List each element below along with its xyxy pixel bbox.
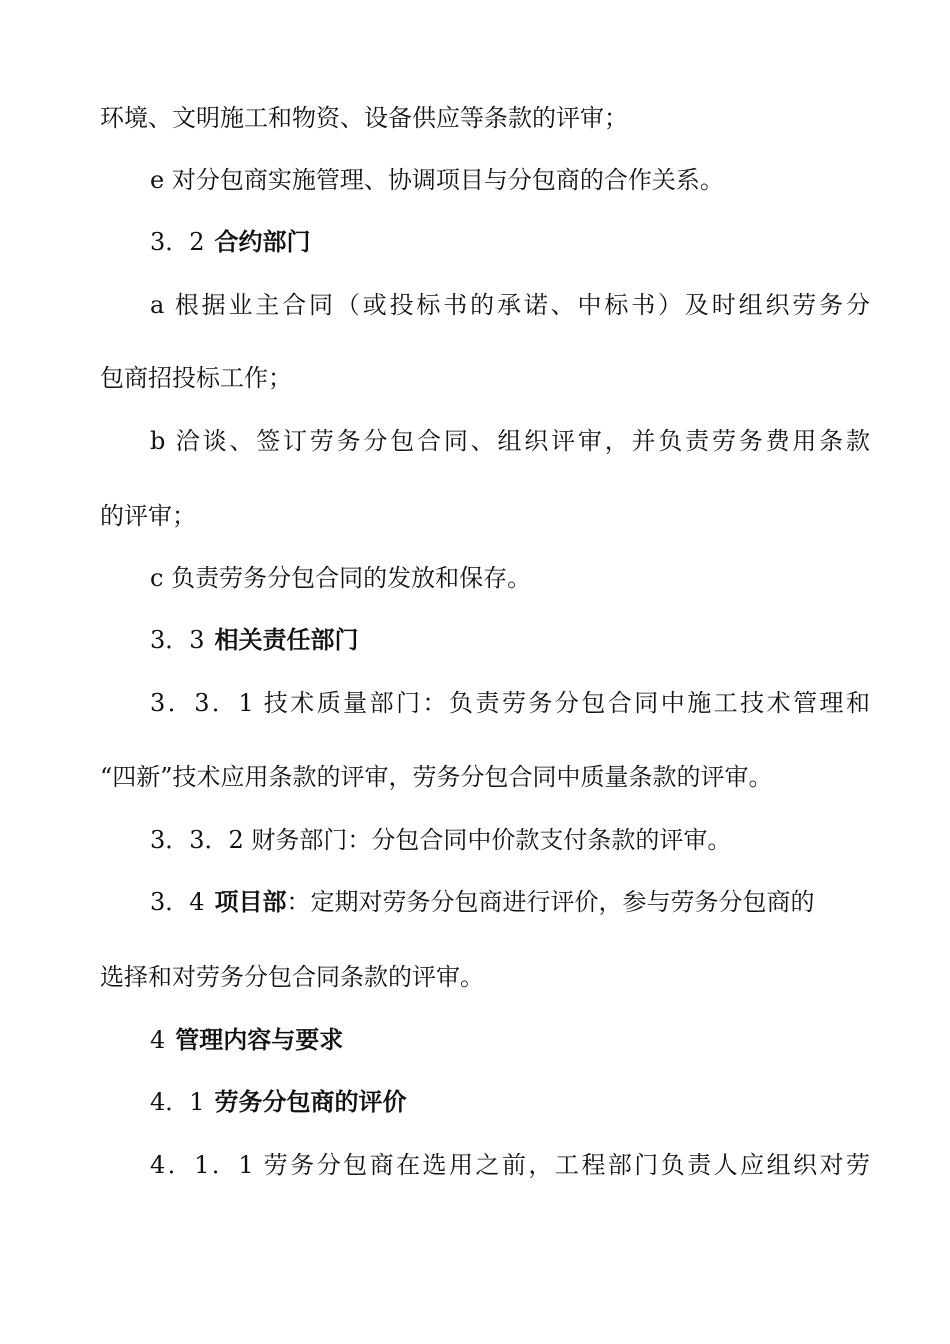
- section-number: 3．3: [150, 626, 205, 654]
- section-number: 4: [150, 1026, 166, 1054]
- section-heading-3-3: [150, 620, 870, 660]
- section-title: 项目部: [214, 888, 287, 916]
- section-heading-4-1: [150, 1082, 870, 1122]
- section-number: 4．1: [150, 1088, 205, 1116]
- section-number: 3．2: [150, 228, 205, 256]
- paragraph-line: [100, 98, 870, 138]
- line-text: 3．3．1 技术质量部门：负责劳务分包合同中施工技术管理和: [150, 689, 870, 717]
- paragraph-line: [100, 496, 870, 536]
- line-text: 3．3．2 财务部门：分包合同中价款支付条款的评审。: [150, 826, 732, 854]
- paragraph-line: [100, 358, 870, 398]
- line-text: 4．1．1 劳务分包商在选用之前，工程部门负责人应组织对劳: [150, 1151, 870, 1179]
- section-title: 劳务分包商的评价: [214, 1088, 407, 1116]
- list-item-a: [150, 285, 870, 325]
- list-item-e: [150, 160, 870, 200]
- paragraph-line: [100, 757, 870, 797]
- subsection-4-1-1: [150, 1145, 870, 1185]
- line-text: 包商招投标工作；: [100, 364, 292, 392]
- subsection-3-3-2: [150, 820, 870, 860]
- line-text: “四新”技术应用条款的评审，劳务分包合同中质量条款的评审。: [100, 763, 773, 791]
- section-text: ：定期对劳务分包商进行评价，参与劳务分包商的: [286, 888, 815, 916]
- subsection-3-3-1: [150, 683, 870, 723]
- section-heading-3-4: [150, 882, 870, 922]
- section-heading-4: [150, 1020, 870, 1060]
- line-text: 选择和对劳务分包合同条款的评审。: [100, 963, 484, 991]
- section-number: 3．4: [150, 888, 205, 916]
- list-item-c: [150, 558, 870, 598]
- line-text: c 负责劳务分包合同的发放和保存。: [150, 564, 532, 592]
- line-text: e 对分包商实施管理、协调项目与分包商的合作关系。: [150, 166, 724, 194]
- line-text: 的评审；: [100, 502, 196, 530]
- line-text: b 洽谈、签订劳务分包合同、组织评审，并负责劳务费用条款: [150, 427, 870, 455]
- section-title: 管理内容与要求: [175, 1026, 344, 1054]
- line-text: a 根据业主合同（或投标书的承诺、中标书）及时组织劳务分: [150, 291, 870, 319]
- line-text: 环境、文明施工和物资、设备供应等条款的评审；: [100, 104, 628, 132]
- paragraph-line: [100, 957, 870, 997]
- section-title: 合约部门: [214, 228, 311, 256]
- list-item-b: [150, 421, 870, 461]
- section-title: 相关责任部门: [214, 626, 359, 654]
- section-heading-3-2: [150, 222, 870, 262]
